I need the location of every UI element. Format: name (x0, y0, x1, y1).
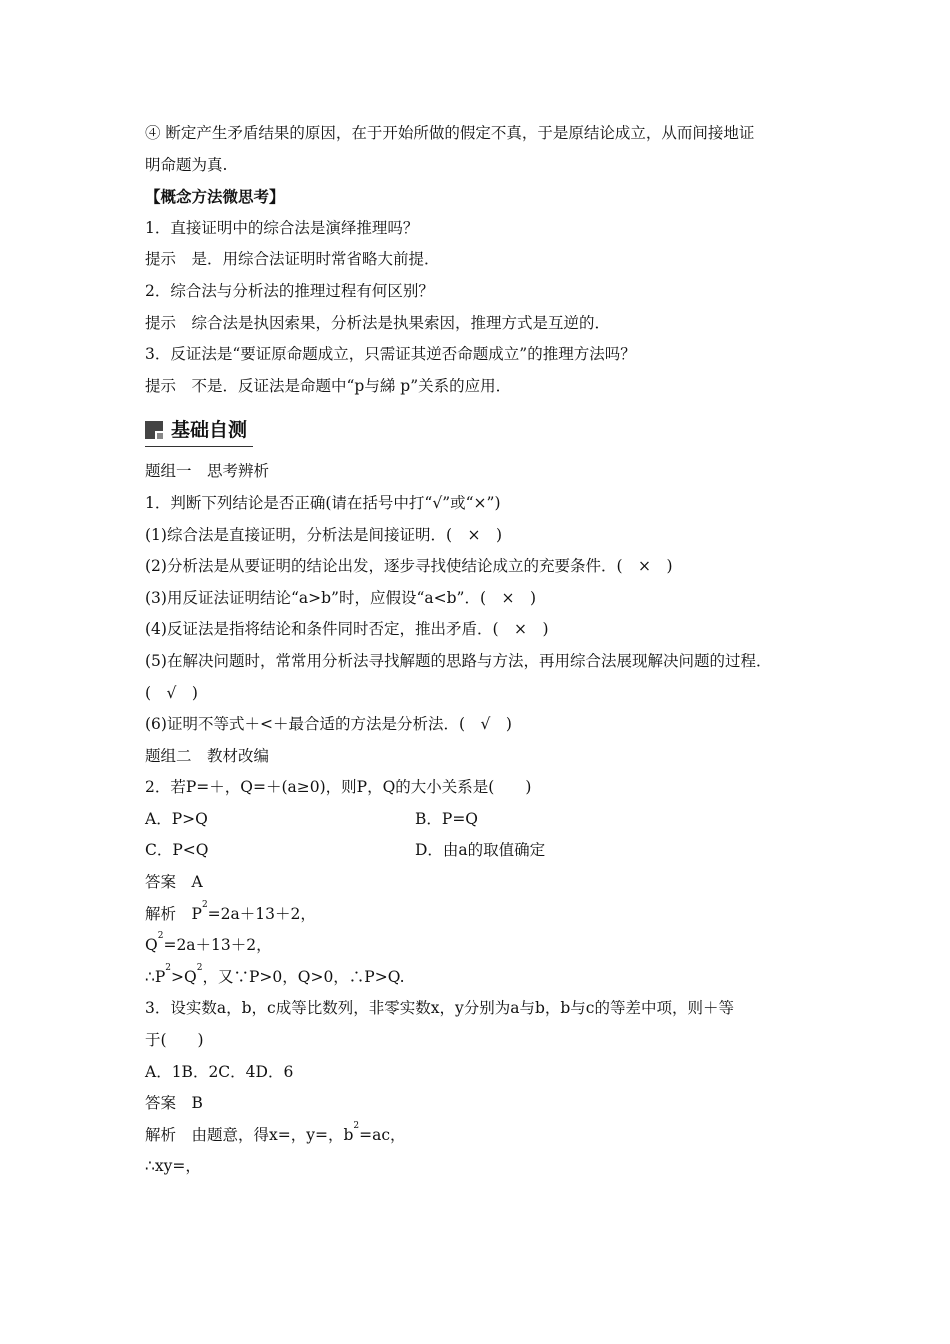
section-title: 基础自测 (171, 419, 248, 442)
intro-item4-line1: ④ 断定产生矛盾结果的原因，在于开始所做的假定不真，于是原结论成立，从而间接地证 (145, 124, 755, 142)
question-3-line2: 于( ) (145, 1031, 204, 1050)
judge-item-1: (1)综合法是直接证明，分析法是间接证明．( × ) (145, 525, 503, 544)
question-2-solution-line2: $Q^2=2a+13+2$， (145, 931, 272, 955)
concept-question-3: 3．反证法是“要证原命题成立，只需证其逆否命题成立”的推理方法吗？ (145, 345, 636, 364)
option-a: A．P>Q (145, 809, 208, 828)
group1-question-1: 1．判断下列结论是否正确(请在括号中打“√”或“×”) (145, 493, 501, 512)
judge-item-2: (2)分析法是从要证明的结论出发，逐步寻找使结论成立的充要条件．( × ) (145, 557, 673, 576)
question-2-solution-line3: $\therefore P^2>Q^2$，又∵P>0，Q>0，∴P>Q. (145, 962, 405, 986)
judge-item-3: (3)用反证法证明结论“a>b”时，应假设“a<b”．( × ) (145, 588, 537, 607)
question-2-solution-line1: 解析 $P^2=2a+13+2$， (145, 899, 316, 923)
section-header (145, 416, 820, 446)
option-b: B．P=Q (415, 809, 479, 828)
section-square-icon (145, 421, 163, 439)
question-3-options: A．1B．2C．4D．6 (145, 1062, 294, 1081)
group2-heading: 题组二 教材改编 (145, 746, 270, 765)
option-c: C．P<Q (145, 841, 209, 860)
judge-item-4: (4)反证法是指将结论和条件同时否定，推出矛盾．( × ) (145, 620, 549, 639)
question-3-answer: 答案 B (145, 1094, 203, 1113)
question-2-options-row2 (145, 835, 820, 867)
question-2: 2．若P=＋，Q=＋(a≥0)，则P，Q的大小关系是( ) (145, 778, 532, 797)
question-2-options-row1 (145, 804, 820, 836)
concept-answer-2: 提示 综合法是执因索果，分析法是执果索因，推理方式是互逆的． (145, 313, 611, 332)
judge-item-5: (5)在解决问题时，常常用分析法寻找解题的思路与方法，再用综合法展现解决问题的过程． (145, 651, 772, 670)
concept-heading: 【概念方法微思考】 (145, 187, 285, 207)
concept-question-2: 2．综合法与分析法的推理过程有何区别？ (145, 281, 434, 300)
concept-question-1: 1．直接证明中的综合法是演绎推理吗？ (145, 218, 419, 237)
judge-item-6: (6)证明不等式＋<＋最合适的方法是分析法．( √ ) (145, 715, 512, 734)
concept-answer-1: 提示 是．用综合法证明时常省略大前提． (145, 250, 440, 269)
concept-answer-3: 提示 不是．反证法是命题中“p与綈 p”关系的应用． (145, 376, 512, 395)
section-underline (145, 446, 253, 447)
judge-item-5-mark: ( √ ) (145, 683, 198, 702)
question-3-line1: 3．设实数a，b，c成等比数列，非零实数x，y分别为a与b，b与c的等差中项，则＋等 (145, 999, 734, 1018)
option-d: D．由a的取值确定 (415, 841, 546, 860)
intro-item4-line2: 明命题为真. (145, 155, 228, 174)
question-3-solution-line1: 解析 由题意，得x=，y=，$b^2=ac$， (145, 1120, 406, 1144)
group1-heading: 题组一 思考辨析 (145, 462, 270, 481)
question-3-solution-line2: ∴xy=， (145, 1157, 201, 1176)
question-2-answer: 答案 A (145, 873, 203, 892)
document-page (145, 118, 820, 1183)
